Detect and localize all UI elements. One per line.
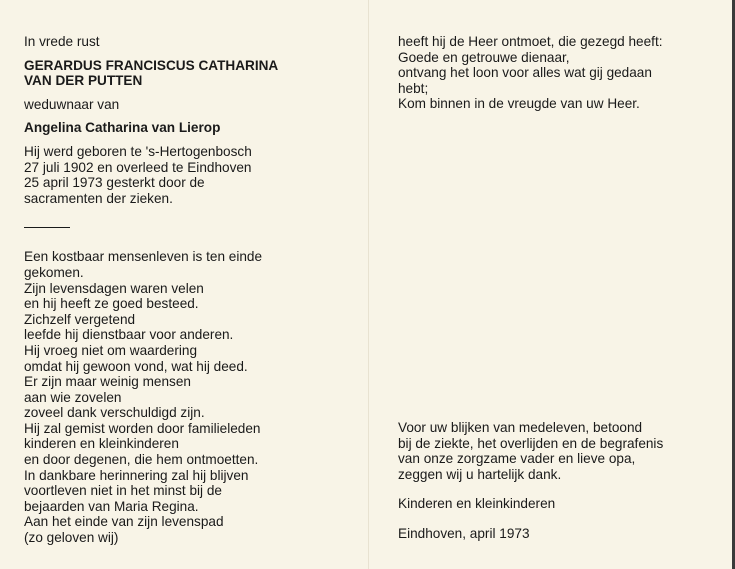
birth-line: 25 april 1973 gesterkt door de	[24, 175, 205, 191]
poem-line: Zichzelf vergetend	[24, 311, 136, 327]
verse-line: hebt;	[398, 80, 429, 96]
family-signature: Kinderen en kleinkinderen	[398, 496, 556, 512]
thanks-line: van onze zorgzame vader en lieve opa,	[398, 451, 636, 467]
birth-line: 27 juli 1902 en overleed te Eindhoven	[24, 159, 252, 175]
section-divider	[24, 227, 70, 228]
poem-line: zoveel dank verschuldigd zijn.	[24, 405, 205, 421]
poem-line: gekomen.	[24, 264, 84, 280]
birth-line: sacramenten der zieken.	[24, 190, 173, 206]
poem-line: Zijn levensdagen waren velen	[24, 280, 204, 296]
verse-line: Goede en getrouwe dienaar,	[398, 49, 570, 65]
verse-line: heeft hij de Heer ontmoet, die gezegd heeft:	[398, 34, 663, 49]
poem-line: voortleven niet in het minst bij de	[24, 483, 222, 499]
poem-line: Er zijn maar weinig mensen	[24, 374, 191, 390]
birth-line: Hij werd geboren te 's-Hertogenbosch	[24, 143, 252, 159]
card-fold	[368, 0, 369, 569]
place-date: Eindhoven, april 1973	[398, 525, 530, 541]
verse-line: Kom binnen in de vreugde van uw Heer.	[398, 96, 640, 112]
right-page-verse	[398, 34, 663, 112]
verse-line: ontvang het loon voor alles wat gij gedaan	[398, 65, 652, 81]
opening-line: In vrede rust	[24, 34, 100, 49]
poem-line: omdat hij gewoon vond, wat hij deed.	[24, 358, 248, 374]
poem-line: leefde hij dienstbaar voor anderen.	[24, 327, 234, 343]
poem-line: kinderen en kleinkinderen	[24, 436, 179, 452]
poem-line: Hij vroeg niet om waardering	[24, 342, 198, 358]
poem-line: Een kostbaar mensenleven is ten einde	[24, 249, 263, 265]
right-page-thanks	[398, 420, 663, 542]
poem-line: en hij heeft ze goed besteed.	[24, 296, 199, 312]
poem-line: en door degenen, die hem ontmoetten.	[24, 452, 259, 468]
spouse-name: Angelina Catharina van Lierop	[24, 120, 221, 136]
poem-line: Hij zal gemist worden door familieleden	[24, 420, 261, 436]
thanks-line: bij de ziekte, het overlijden en de begrafenis	[398, 435, 664, 451]
deceased-name-line-2: VAN DER PUTTEN	[24, 73, 143, 89]
birth-death-paragraph	[24, 144, 278, 206]
poem-line: In dankbare herinnering zal hij blijven	[24, 467, 249, 483]
thanks-line: Voor uw blijken van medeleven, betoond	[398, 420, 643, 435]
poem-paragraph	[24, 249, 278, 545]
poem-line: (zo geloven wij)	[24, 530, 119, 546]
deceased-name-line-1: GERARDUS FRANCISCUS CATHARINA	[24, 57, 279, 73]
poem-line: aan wie zovelen	[24, 389, 122, 405]
left-page	[24, 34, 278, 546]
poem-line: Aan het einde van zijn levenspad	[24, 514, 224, 530]
poem-line: bejaarden van Maria Regina.	[24, 498, 199, 514]
widower-line: weduwnaar van	[24, 96, 120, 112]
thanks-line: zeggen wij u hartelijk dank.	[398, 466, 562, 482]
